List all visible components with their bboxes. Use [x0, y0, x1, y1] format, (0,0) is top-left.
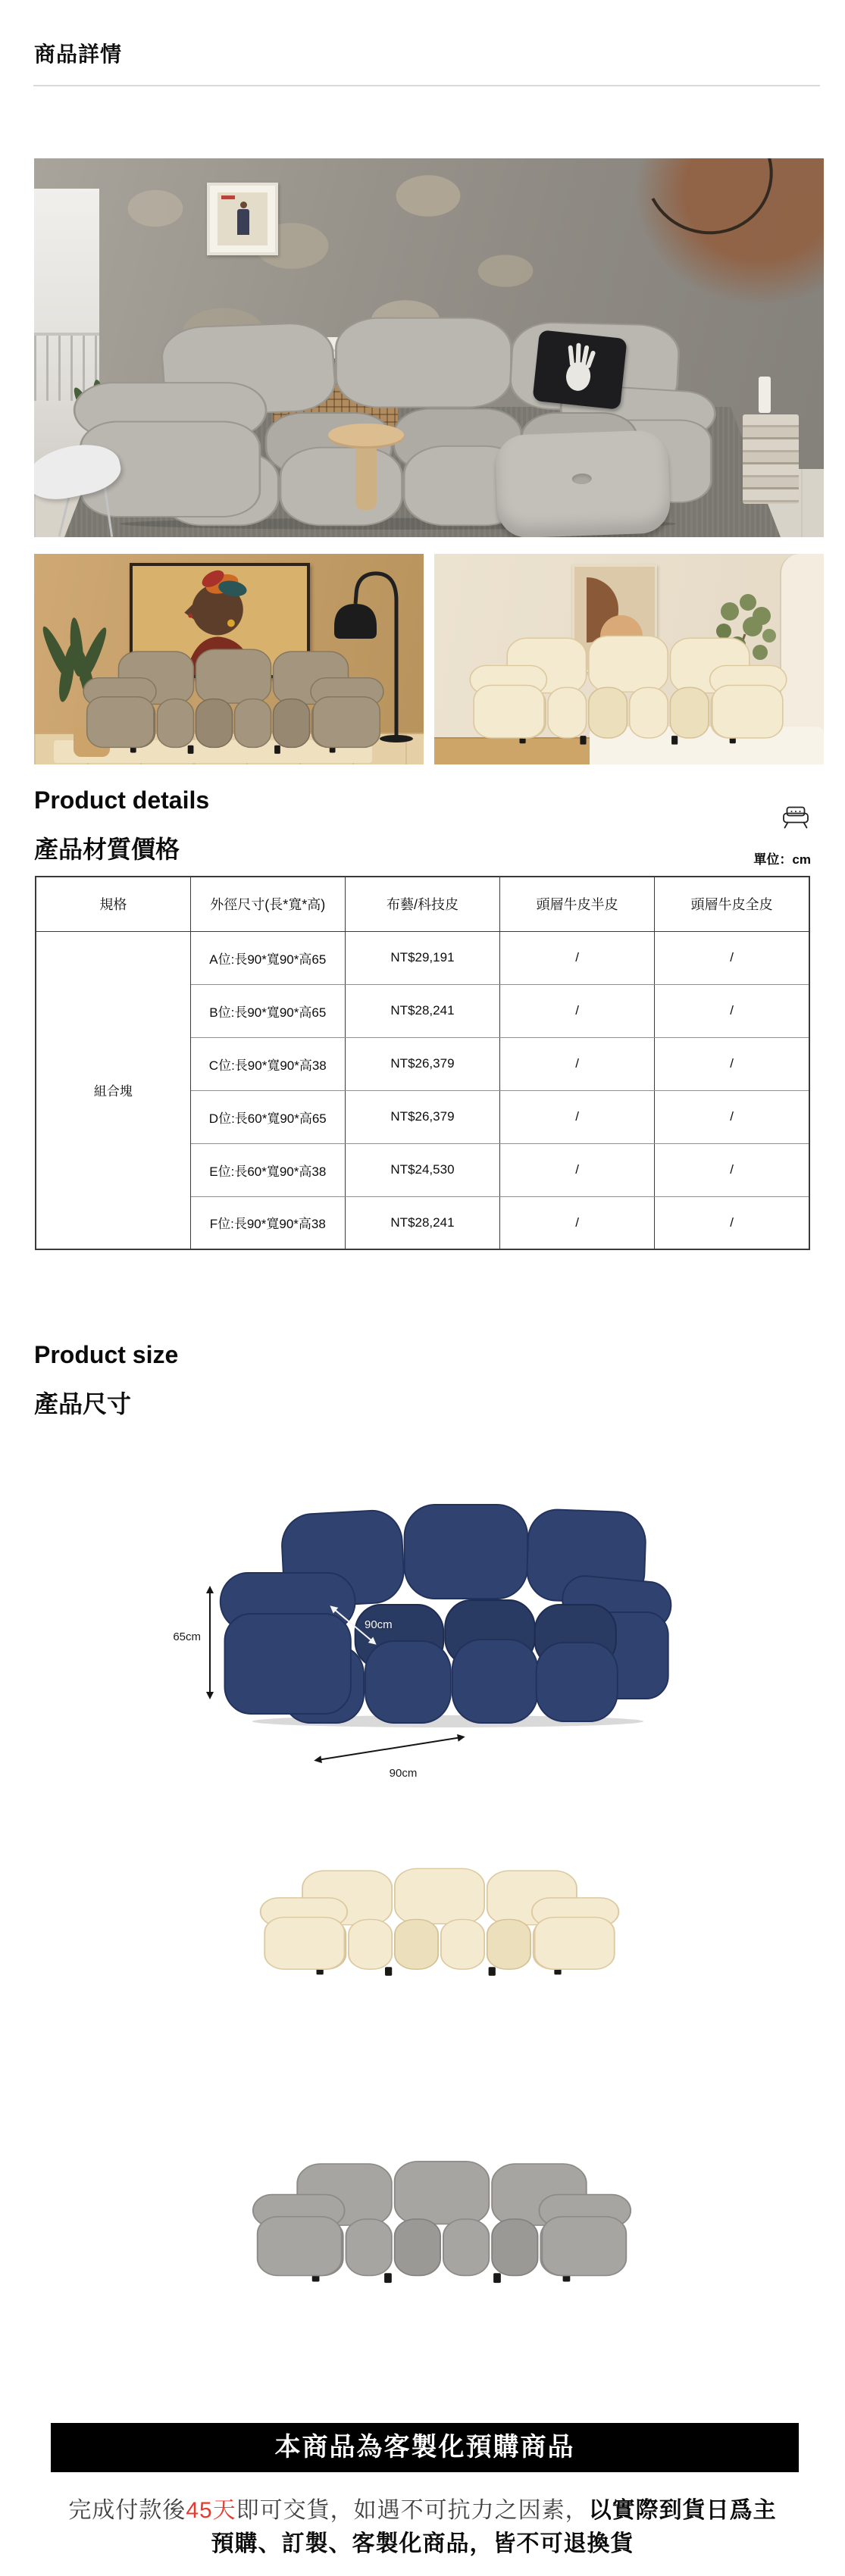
price-cell: NT$28,241	[345, 1196, 499, 1249]
hero-ottoman	[495, 430, 671, 537]
size-figure-navy	[34, 1485, 811, 1788]
notice-middle: 即可交貨，如遇不可抗力之因素，	[236, 2498, 589, 2523]
hero-candle	[759, 377, 771, 413]
hero-art-head	[240, 202, 247, 208]
group-cell: 組合塊	[36, 931, 190, 1249]
half-leather-cell: /	[500, 1090, 655, 1143]
price-cell: NT$26,379	[345, 1090, 499, 1143]
lifestyle-photo-left	[34, 554, 424, 764]
page-title: 商品詳情	[34, 42, 123, 66]
lifestyle-photo-right	[434, 554, 824, 764]
notice-bold: 以實際到貨日爲主	[588, 2498, 777, 2523]
details-title-zh: 產品材質價格	[34, 836, 180, 863]
width-dimension-arrow	[321, 1737, 458, 1761]
col-header-spec: 規格	[36, 877, 190, 931]
hero-frame-art	[218, 192, 268, 245]
delivery-notice-line1	[0, 2491, 845, 2524]
dims-cell: E位:長60*寬90*高38	[190, 1143, 345, 1196]
dims-cell: D位:長60*寬90*高65	[190, 1090, 345, 1143]
height-dimension-arrow	[209, 1593, 211, 1693]
hand-motif-icon	[553, 339, 604, 397]
full-leather-cell: /	[655, 1037, 809, 1090]
notice-days-highlight: 45天	[186, 2498, 236, 2523]
col-header-full-leather: 頭層牛皮全皮	[655, 877, 809, 931]
header-divider	[33, 85, 820, 86]
hero-side-table	[328, 424, 404, 446]
half-leather-cell: /	[500, 984, 655, 1037]
dims-cell: C位:長90*寬90*高38	[190, 1037, 345, 1090]
hero-art-figure	[237, 209, 249, 235]
half-leather-cell: /	[500, 1037, 655, 1090]
right-scene-sofa	[468, 633, 789, 748]
cream-sofa-figure	[258, 1865, 621, 1979]
depth-dimension-label: 90cm	[365, 1618, 393, 1631]
hero-wall-frame	[207, 183, 278, 255]
notice-prefix: 完成付款後	[68, 2498, 186, 2523]
hero-stool-leg	[355, 437, 377, 510]
navy-sofa	[216, 1500, 680, 1727]
full-leather-cell: /	[655, 1090, 809, 1143]
size-title-en: Product size	[34, 1341, 179, 1368]
preorder-banner: 本商品為客製化預購商品	[51, 2423, 799, 2472]
half-leather-cell: /	[500, 931, 655, 984]
hero-art-red-mark	[221, 195, 235, 199]
col-header-fabric: 布藝/科技皮	[345, 877, 499, 931]
height-dimension-label: 65cm	[173, 1630, 201, 1643]
table-row	[36, 931, 809, 984]
col-header-dims: 外徑尺寸(長*寬*高)	[190, 877, 345, 931]
price-table	[35, 876, 810, 1250]
details-title-en: Product details	[34, 786, 210, 814]
hero-book-stack	[743, 414, 799, 504]
half-leather-cell: /	[500, 1196, 655, 1249]
left-scene-floor-lamp	[34, 554, 424, 764]
price-cell: NT$29,191	[345, 931, 499, 984]
col-header-half-leather: 頭層牛皮半皮	[500, 877, 655, 931]
hero-product-photo	[34, 158, 824, 537]
size-title-zh: 產品尺寸	[34, 1390, 132, 1418]
price-cell: NT$24,530	[345, 1143, 499, 1196]
full-leather-cell: /	[655, 984, 809, 1037]
half-leather-cell: /	[500, 1143, 655, 1196]
unit-label: 單位：cm	[753, 852, 811, 867]
price-cell: NT$28,241	[345, 984, 499, 1037]
full-leather-cell: /	[655, 1143, 809, 1196]
dims-cell: F位:長90*寬90*高38	[190, 1196, 345, 1249]
full-leather-cell: /	[655, 1196, 809, 1249]
delivery-notice-line2: 預購、訂製、客製化商品，皆不可退換貨	[211, 2531, 634, 2556]
width-dimension-label: 90cm	[389, 1767, 418, 1780]
full-leather-cell: /	[655, 931, 809, 984]
table-header-row	[36, 877, 809, 931]
gray-sofa-figure	[250, 2158, 634, 2287]
dims-cell: B位:長90*寬90*高65	[190, 984, 345, 1037]
sofa-outline-icon	[781, 805, 811, 830]
hero-ottoman-tuft	[572, 474, 592, 485]
price-cell: NT$26,379	[345, 1037, 499, 1090]
dims-cell: A位:長90*寬90*高65	[190, 931, 345, 984]
hero-black-pillow	[532, 330, 627, 410]
